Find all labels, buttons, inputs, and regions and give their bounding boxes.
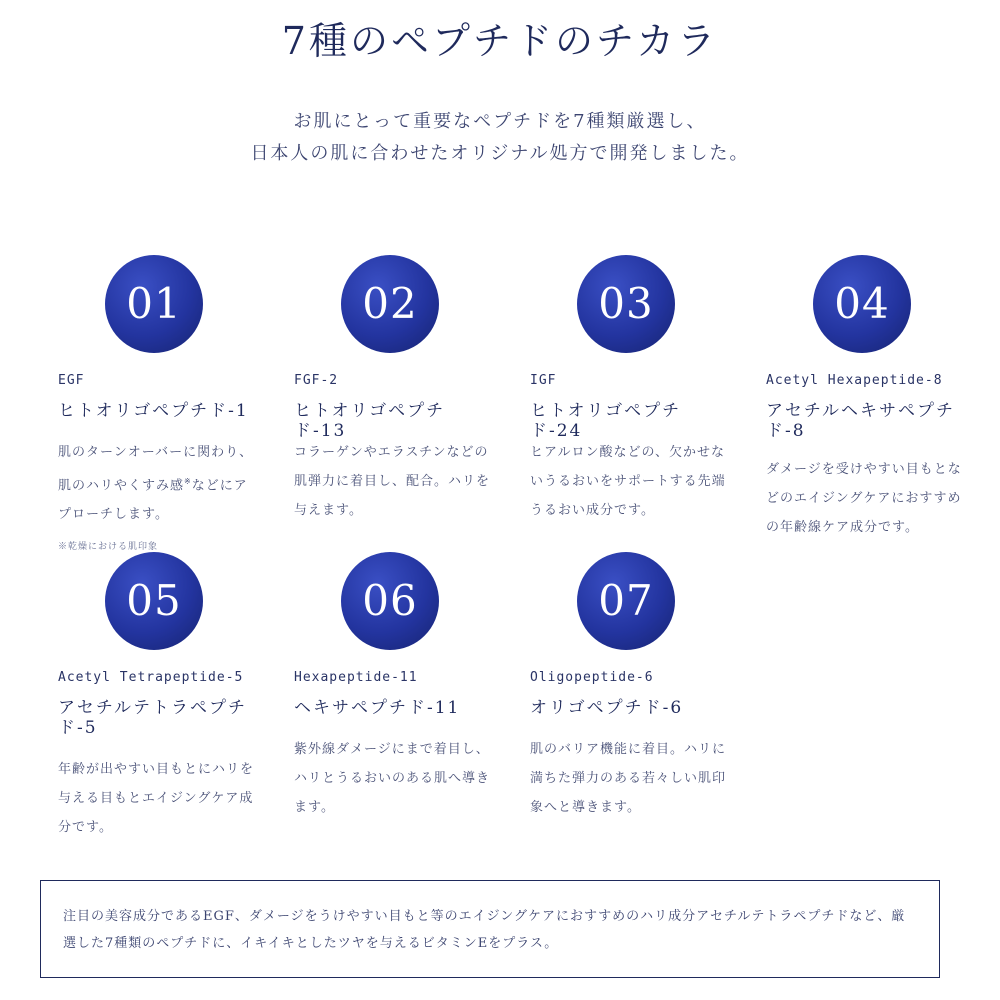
peptide-ja-name: ヒトオリゴペプチド-13 — [294, 401, 446, 441]
peptide-en-name: Acetyl Tetrapeptide-5 — [58, 670, 244, 685]
peptide-en-name: Hexapeptide-11 — [294, 670, 418, 685]
peptide-en-name: Acetyl Hexapeptide-8 — [766, 373, 943, 388]
number-circle: 04 — [813, 255, 911, 353]
peptide-en-name: Oligopeptide-6 — [530, 670, 654, 685]
peptide-ja-name: アセチルテトラペプチド-5 — [58, 698, 247, 738]
number-circle: 05 — [105, 552, 203, 650]
peptide-ja-name: ヒトオリゴペプチド-24 — [530, 401, 682, 441]
page-title: 7種のペプチドのチカラ — [281, 19, 719, 63]
peptide-description: 紫外線ダメージにまで着目し、ハリとうるおいのある肌へ導きます。 — [294, 742, 491, 815]
intro-line-2: 日本人の肌に合わせたオリジナル処方で開発しました。 — [250, 143, 750, 164]
peptide-ja-name: ヘキサペプチド-11 — [294, 698, 461, 718]
peptide-description: 年齢が出やすい目もとにハリを与える目もとエイジングケア成分です。 — [58, 762, 255, 835]
peptide-description: コラーゲンやエラスチンなどの肌弾力に着目し、配合。ハリを与えます。 — [294, 445, 491, 518]
number-circle: 03 — [577, 255, 675, 353]
peptide-description: 肌のターンオーバーに関わり、肌のハリやくすみ感※などにアプローチします。 — [58, 445, 254, 523]
intro-line-1: お肌にとって重要なペプチドを7種類厳選し、 — [293, 111, 707, 132]
peptide-en-name: IGF — [530, 373, 557, 388]
footnote: ※乾燥における肌印象 — [58, 542, 159, 552]
peptide-en-name: EGF — [58, 373, 85, 388]
number-circle: 02 — [341, 255, 439, 353]
peptide-ja-name: アセチルヘキサペプチド-8 — [766, 401, 955, 441]
peptide-description: ダメージを受けやすい目もとなどのエイジングケアにおすすめの年齢線ケア成分です。 — [766, 462, 962, 535]
summary-box — [40, 880, 940, 978]
peptide-description: 肌のバリア機能に着目。ハリに満ちた弾力のある若々しい肌印象へと導きます。 — [530, 742, 727, 815]
footnote-mark: ※ — [184, 477, 192, 486]
peptide-ja-name: ヒトオリゴペプチド-1 — [58, 401, 249, 421]
intro-text — [0, 106, 1000, 170]
peptide-en-name: FGF-2 — [294, 373, 339, 388]
number-circle: 07 — [577, 552, 675, 650]
number-circle: 06 — [341, 552, 439, 650]
number-circle: 01 — [105, 255, 203, 353]
peptide-ja-name: オリゴペプチド-6 — [530, 698, 684, 718]
peptide-description: ヒアルロン酸などの、欠かせないうるおいをサポートする先端うるおい成分です。 — [530, 445, 726, 518]
summary-text: 注目の美容成分であるEGF、ダメージをうけやすい目もと等のエイジングケアにおすすめのハリ成分アセチルテトラペプチドなど、厳選した7種類のペプチドに、イキイキとしたツヤを与えるビタミンEをプラス。 — [63, 909, 906, 951]
